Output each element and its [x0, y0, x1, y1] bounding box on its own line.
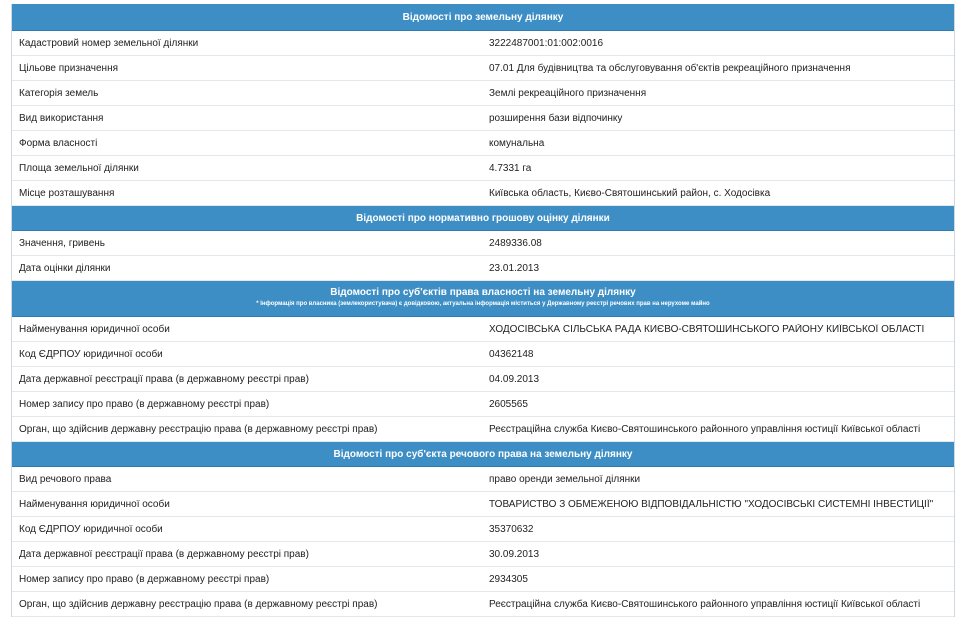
- table-row: [12, 106, 954, 131]
- table-row: [12, 492, 954, 517]
- table-row: [12, 31, 954, 56]
- table-row: [12, 592, 954, 617]
- table-row: [12, 256, 954, 281]
- row-value: 4.7331 га: [489, 162, 532, 174]
- row-label: Орган, що здійснив державну реєстрацію права (в державному реєстрі прав): [19, 598, 378, 610]
- table-row: [12, 417, 954, 442]
- row-value: 2605565: [489, 398, 528, 410]
- table-row: [12, 131, 954, 156]
- row-value: Землі рекреаційного призначення: [489, 87, 647, 99]
- table-row: [12, 156, 954, 181]
- table-row: [12, 467, 954, 492]
- row-value: 04.09.2013: [489, 373, 540, 385]
- row-label: Площа земельної ділянки: [19, 162, 139, 174]
- row-value: 30.09.2013: [489, 548, 540, 560]
- section-header-property-right: Відомості про суб'єкта речового права на земельну ділянку: [12, 442, 954, 467]
- row-value: 2489336.08: [489, 237, 542, 249]
- table-row: [12, 367, 954, 392]
- row-label: Номер запису про право (в державному реєстрі прав): [19, 573, 270, 585]
- row-label: Місце розташування: [19, 187, 115, 199]
- table-row: [12, 317, 954, 342]
- row-value: право оренди земельної ділянки: [489, 473, 641, 485]
- row-label: Форма власності: [19, 137, 98, 149]
- row-label: Вид речового права: [19, 473, 112, 485]
- row-label: Вид використання: [19, 112, 104, 124]
- row-label: Код ЄДРПОУ юридичної особи: [19, 348, 163, 360]
- row-label: Категорія земель: [19, 87, 99, 99]
- table-row: [12, 231, 954, 256]
- row-label: Дата державної реєстрації права (в державному реєстрі прав): [19, 548, 309, 560]
- table-row: [12, 181, 954, 206]
- row-label: Значення, гривень: [19, 237, 105, 249]
- row-value: комунальна: [489, 137, 545, 149]
- row-label: Дата оцінки ділянки: [19, 262, 111, 274]
- row-value: Київська область, Києво-Святошинський район, с. Ходосівка: [489, 187, 771, 199]
- row-label: Дата державної реєстрації права (в державному реєстрі прав): [19, 373, 309, 385]
- section-title: Відомості про суб'єктів права власності на земельну ділянку: [330, 287, 636, 298]
- row-value: 2934305: [489, 573, 528, 585]
- row-value: ХОДОСІВСЬКА СІЛЬСЬКА РАДА КИЄВО-СВЯТОШИНСЬКОГО РАЙОНУ КИЇВСЬКОЇ ОБЛАСТІ: [489, 323, 925, 335]
- table-row: [12, 542, 954, 567]
- row-value: розширення бази відпочинку: [489, 112, 623, 124]
- table-row: [12, 342, 954, 367]
- table-row: [12, 81, 954, 106]
- row-value: 07.01 Для будівництва та обслуговування об'єктів рекреаційного призначення: [489, 62, 851, 74]
- table-row: [12, 517, 954, 542]
- section-header-valuation: Відомості про нормативно грошову оцінку ділянки: [12, 206, 954, 231]
- table-row: [12, 567, 954, 592]
- land-info-table: [11, 4, 955, 617]
- row-label: Код ЄДРПОУ юридичної особи: [19, 523, 163, 535]
- row-value: 04362148: [489, 348, 534, 360]
- row-label: Цільове призначення: [19, 62, 119, 74]
- table-row: [12, 392, 954, 417]
- section-note: * Інформація про власника (землекористувача) є довідковою, актуальна інформація міститься у Державному реєстрі речових прав на нерухоме майно: [256, 301, 710, 307]
- row-value: 35370632: [489, 523, 534, 535]
- row-label: Орган, що здійснив державну реєстрацію права (в державному реєстрі прав): [19, 423, 378, 435]
- row-value: Реєстраційна служба Києво-Святошинського районного управління юстиції Київської області: [489, 423, 921, 435]
- section-header-land-plot: Відомості про земельну ділянку: [12, 4, 954, 31]
- row-value: 23.01.2013: [489, 262, 540, 274]
- section-header-ownership: [12, 281, 954, 317]
- row-label: Номер запису про право (в державному реєстрі прав): [19, 398, 270, 410]
- row-label: Кадастровий номер земельної ділянки: [19, 37, 199, 49]
- row-label: Найменування юридичної особи: [19, 498, 170, 510]
- table-row: [12, 56, 954, 81]
- row-value: ТОВАРИСТВО З ОБМЕЖЕНОЮ ВІДПОВІДАЛЬНІСТЮ "ХОДОСІВСЬКІ СИСТЕМНІ ІНВЕСТИЦІЇ": [489, 498, 934, 510]
- row-value: Реєстраційна служба Києво-Святошинського районного управління юстиції Київської області: [489, 598, 921, 610]
- row-value: 3222487001:01:002:0016: [489, 37, 604, 49]
- row-label: Найменування юридичної особи: [19, 323, 170, 335]
